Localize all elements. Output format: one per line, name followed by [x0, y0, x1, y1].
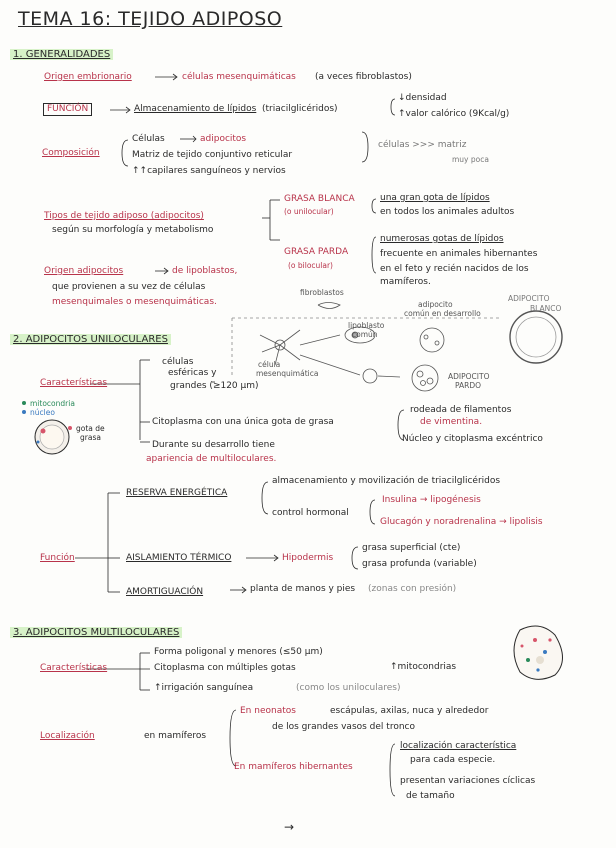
- funcion-note: (triacilglicéridos): [262, 104, 338, 114]
- composicion-label: Composición: [42, 148, 100, 158]
- grasa-blanca-sub: (o unilocular): [284, 207, 334, 216]
- page-title: TEMA 16: TEJIDO ADIPOSO: [18, 8, 283, 30]
- neonatos-2: de los grandes vasos del tronco: [272, 722, 415, 732]
- diagram-celula-2: mesenquimática: [256, 369, 319, 378]
- parda-desc-3: en el feto y recién nacidos de los: [380, 264, 529, 274]
- legend-gota: gota de: [76, 424, 105, 433]
- origen-adip-3: que provienen a su vez de células: [52, 282, 206, 292]
- s3-c2b: ↑mitocondrias: [390, 662, 457, 672]
- densidad-text: ↓densidad: [398, 93, 447, 103]
- s2-c1b: esféricas y: [168, 368, 217, 378]
- funcion-value: Almacenamiento de lípidos: [134, 104, 257, 114]
- s3-c1: Forma poligonal y menores (≤50 μm): [154, 647, 323, 657]
- grasa-prof: grasa profunda (variable): [362, 559, 477, 569]
- aislamiento-label: AISLAMIENTO TÉRMICO: [126, 553, 232, 563]
- en-mamiferos: en mamíferos: [144, 731, 207, 741]
- blanca-desc-2: en todos los animales adultos: [380, 207, 515, 217]
- hib-4: de tamaño: [406, 791, 455, 801]
- comp-note: células >>> matriz: [378, 140, 467, 150]
- localizacion-label: Localización: [40, 731, 95, 741]
- origen-adip-4: mesenquimales o mesenquimáticas.: [52, 297, 217, 307]
- hipodermis-text: Hipodermis: [282, 553, 334, 563]
- comp-adipocitos: adipocitos: [200, 134, 247, 144]
- amort-note: (zonas con presión): [368, 584, 457, 594]
- s2-c1c: grandes (≥120 μm): [170, 381, 259, 391]
- section-heading-multiloculares: 3. ADIPOCITOS MULTILOCULARES: [10, 627, 182, 638]
- legend-gota-2: grasa: [80, 433, 101, 442]
- grasa-parda: GRASA PARDA: [284, 247, 349, 257]
- reserva-1: almacenamiento y movilización de triacilglicéridos: [272, 476, 501, 486]
- calorico-text: ↑valor calórico (9Kcal/g): [398, 109, 510, 119]
- origen-value: células mesenquimáticas: [182, 72, 296, 82]
- neonatos: En neonatos: [240, 706, 296, 716]
- section-heading-uniloculares: 2. ADIPOCITOS UNILOCULARES: [10, 334, 171, 345]
- s2-c3a: Durante su desarrollo tiene: [152, 440, 275, 450]
- parda-desc-4: mamíferos.: [380, 277, 431, 287]
- comp-capilares: ↑↑capilares sanguíneos y nervios: [132, 166, 286, 176]
- s2-c2r2: de vimentina.: [420, 417, 483, 427]
- diagram-lipoblasto: lipoblasto: [348, 321, 385, 330]
- tipos-sub: según su morfología y metabolismo: [52, 225, 214, 235]
- s2-c2: Citoplasma con una única gota de grasa: [152, 417, 334, 427]
- s2-c3b: apariencia de multiloculares.: [146, 454, 277, 464]
- reserva-label: RESERVA ENERGÉTICA: [126, 488, 228, 498]
- diagram-adip-des-2: común en desarrollo: [404, 309, 481, 318]
- insulina-text: Insulina → lipogénesis: [382, 495, 481, 505]
- s3-c3b: (como los uniloculares): [296, 683, 401, 693]
- s3-c2: Citoplasma con múltiples gotas: [154, 663, 296, 673]
- diagram-fibro: fibroblastos: [300, 288, 344, 297]
- parda-desc-1: numerosas gotas de lípidos: [380, 234, 504, 244]
- hib-2: para cada especie.: [410, 755, 496, 765]
- s2-c1a: células: [162, 357, 194, 367]
- diagram-celula: célula: [258, 360, 281, 369]
- neonatos-1: escápulas, axilas, nuca y alrededor: [330, 706, 489, 716]
- s2-c2r3: Núcleo y citoplasma excéntrico: [402, 434, 543, 444]
- footer-arrow-icon: →: [284, 820, 295, 834]
- legend-mitocondria: mitocondria: [30, 399, 75, 408]
- origen-adip-val: de lipoblastos,: [172, 266, 238, 276]
- origen-note: (a veces fibroblastos): [315, 72, 412, 82]
- hibernantes: En mamíferos hibernantes: [234, 762, 353, 772]
- hib-1: localización característica: [400, 741, 517, 751]
- funcion-label: FUNCIÓN: [43, 103, 92, 116]
- glucagon-text: Glucagón y noradrenalina → lipolisis: [380, 517, 543, 527]
- diagram-lipoblasto-2: común: [352, 330, 378, 339]
- s2-funcion: Función: [40, 553, 75, 563]
- grasa-parda-sub: (o bilocular): [288, 261, 333, 270]
- blanca-desc-1: una gran gota de lípidos: [380, 193, 490, 203]
- origen-adip-label: Origen adipocitos: [44, 266, 124, 276]
- s2-caracteristicas: Características: [40, 378, 108, 388]
- diagram-pardo: ADIPOCITO: [448, 372, 490, 381]
- s2-c2r1: rodeada de filamentos: [410, 405, 512, 415]
- comp-note-2: muy poca: [452, 155, 489, 164]
- amortiguacion-label: AMORTIGUACIÓN: [126, 587, 204, 597]
- diagram-adip-des: adipocito: [418, 300, 453, 309]
- legend-nucleo: núcleo: [30, 408, 55, 417]
- grasa-sup: grasa superficial (cte): [362, 543, 461, 553]
- s3-c3: ↑irrigación sanguínea: [154, 683, 254, 693]
- hib-3: presentan variaciones cíclicas: [400, 776, 536, 786]
- origen-label: Origen embrionario: [44, 72, 132, 82]
- amort-val: planta de manos y pies: [250, 584, 356, 594]
- comp-matriz: Matriz de tejido conjuntivo reticular: [132, 150, 293, 160]
- grasa-blanca: GRASA BLANCA: [284, 194, 355, 204]
- control-hormonal: control hormonal: [272, 508, 349, 518]
- diagram-blanco-2: BLANCO: [530, 304, 562, 313]
- diagram-blanco: ADIPOCITO: [508, 294, 550, 303]
- section-heading-generalidades: 1. GENERALIDADES: [10, 49, 113, 60]
- tipos-label: Tipos de tejido adiposo (adipocitos): [44, 211, 204, 221]
- diagram-pardo-2: PARDO: [455, 381, 482, 390]
- comp-celulas: Células: [132, 134, 165, 144]
- s3-caracteristicas: Características: [40, 663, 108, 673]
- parda-desc-2: frecuente en animales hibernantes: [380, 249, 538, 259]
